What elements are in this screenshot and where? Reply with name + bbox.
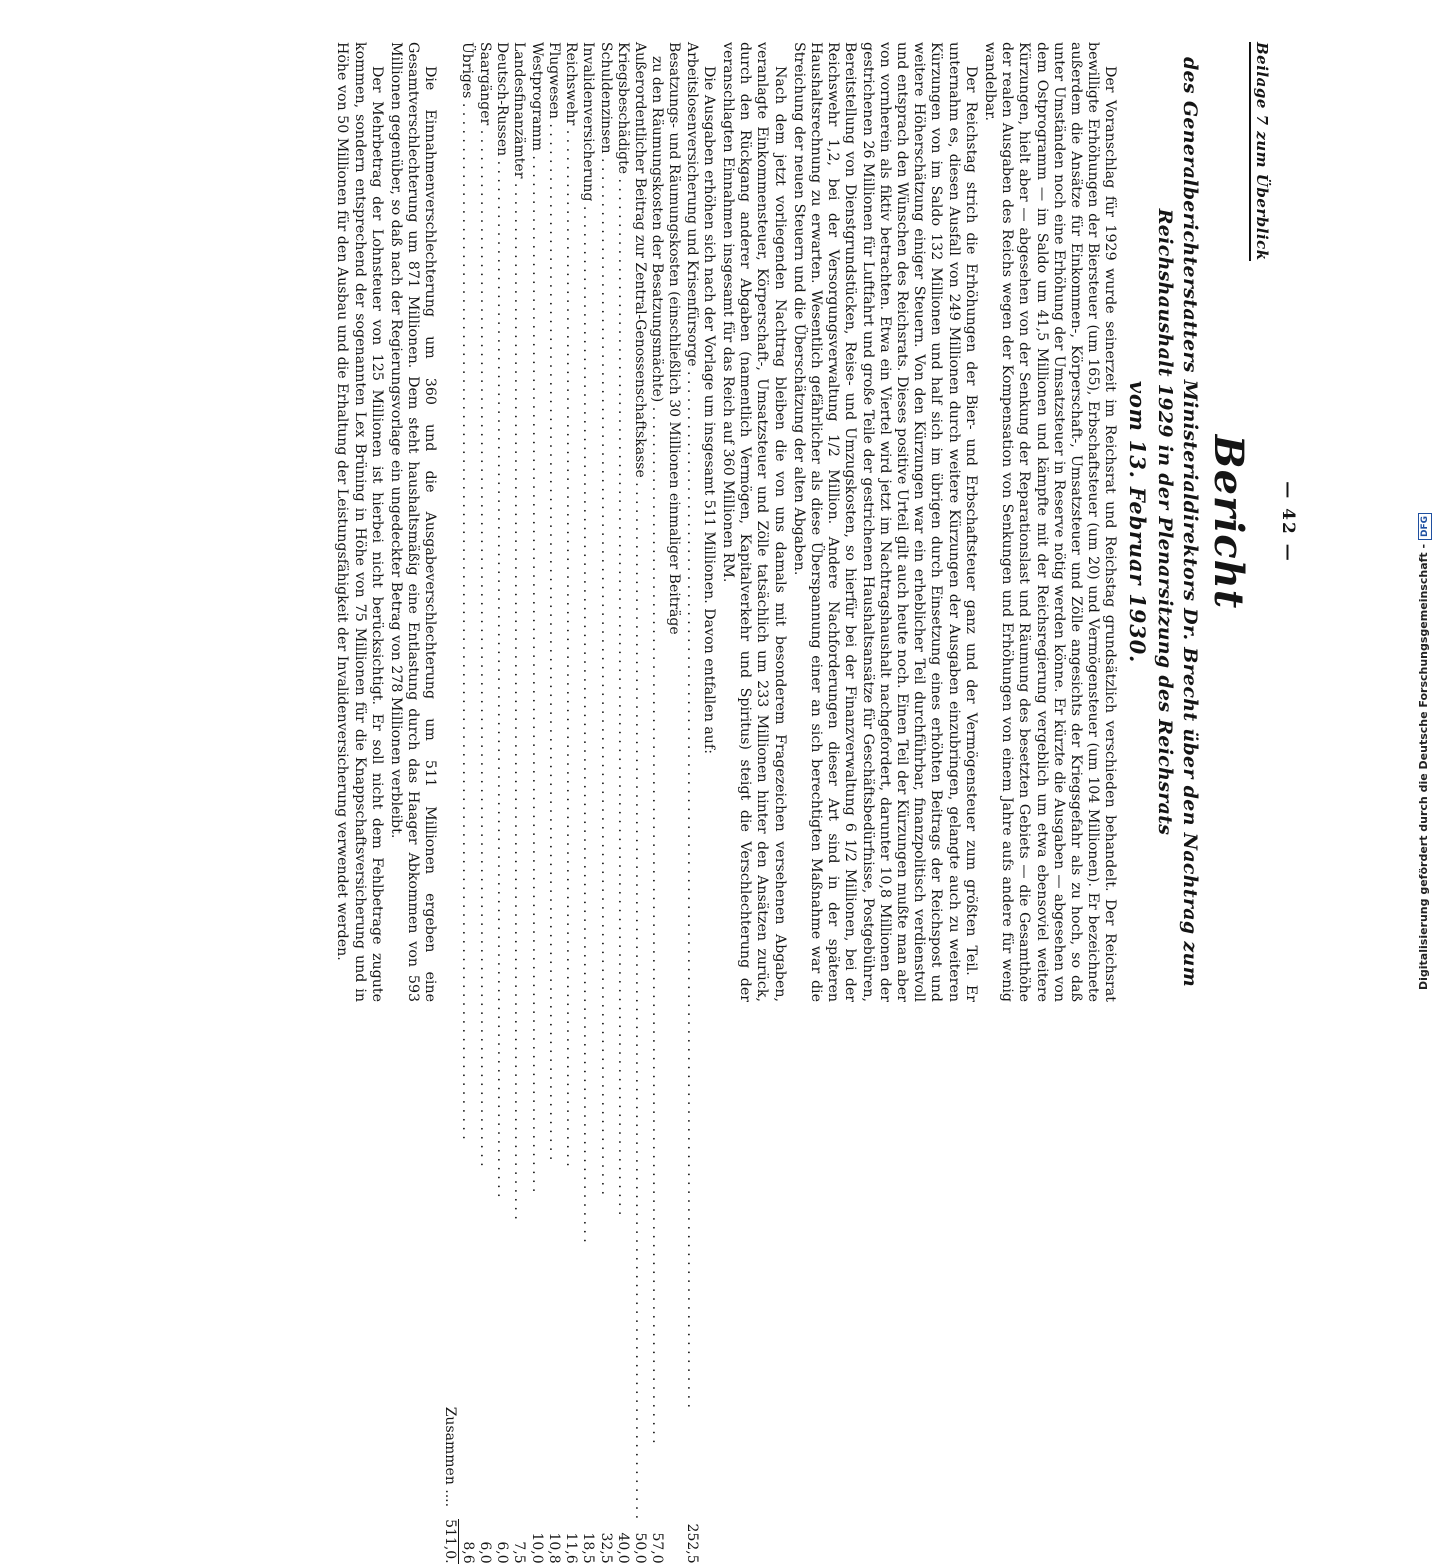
table-row xyxy=(545,42,562,1564)
row-label: Flugwesen xyxy=(545,42,562,119)
row-value: 57,0 xyxy=(649,1532,666,1564)
row-label: Reichswehr xyxy=(563,42,580,126)
table-row xyxy=(562,42,579,1564)
table-total-row xyxy=(440,42,458,1564)
table-row xyxy=(631,42,648,1564)
paragraph: Nach dem jetzt vorliegenden Nachtrag bleiben die von uns damals mit besonderem Fragezeichen versehenen Abgaben, veranlagte Einkommensteuer, Körperschaft-, Umsatzsteuer und Zölle tatsächlich um 233 Millionen hinter den Ansätzen zurück, durch den Rückgang anderer Abgaben (namentlich Vermögen, Kapitalverkehr und Spiritus) steigt die Verschlechterung der veranschlagten Einnahmen insgesamt für das Reich auf 360 Millionen RM. xyxy=(719,42,788,1002)
table-intro: Die Ausgaben erhöhen sich nach der Vorlage um insgesamt 511 Millionen. Davon entfallen auf: xyxy=(700,66,717,754)
digitization-sidebar xyxy=(1414,0,1434,1000)
supplement-label: Beilage 7 zum Überblick xyxy=(1249,42,1270,261)
table-row xyxy=(648,42,682,1564)
row-value: 50,0 xyxy=(631,1532,648,1564)
paragraph: Die Einnahmenverschlechterung um 360 und die Ausgabeverschlechterung um 511 Millionen ergeben eine Gesamtverschlechterung um 871 Millionen. Dem steht haushaltsmäßig eine Entlastung durch das Haager Abkommen von 593 Millionen gegenüber, so daß nach der Regierungsvorlage ein ungedeckter Betrag von 278 Millionen verbleibt. xyxy=(388,42,439,1002)
row-label: Schuldenzinsen xyxy=(597,42,614,154)
expenditure-table xyxy=(440,42,699,1564)
total-value: 511,0. xyxy=(441,1519,458,1564)
paragraph: Der Voranschlag für 1929 wurde seinerzeit im Reichsrat und Reichstag grundsätzlich verschieden behandelt. Der Reichsrat bewilligte Erhöhungen der Biersteuer (um 165), Erbschaftsteuer (um 20) und Vermögensteuer (um 104 Millionen). Er bezeichnete außerdem die Ansätze für Einkommen-, Körperschaft-, Umsatzsteuer und Zölle angesichts der Kriegsgefahr als zu hoch, so daß unter Umständen noch eine Erhöhung der Umsatzsteuer in Reserve nötig werden könne. Er kürzte die Ausgaben — abgesehen von dem Ostprogramm — im Saldo um 41,5 Millionen und kämpfte mit der Reichsregierung vergeblich um etwa ebensoviel weitere Kürzungen, hielt aber — abgesehen von der Senkung der Reparationslast und Räumung des besetzten Gebiets — die Gesamthöhe der realen Ausgaben des Reichs wegen der Kompensation von Senkungen und Erhöhungen von einem Jahre aufs andere für wenig wandelbar. xyxy=(981,42,1119,1002)
row-value: 32,5 xyxy=(597,1532,614,1564)
row-value: 252,5 xyxy=(683,1523,700,1564)
row-value: 11,6 xyxy=(563,1532,580,1564)
table-row xyxy=(510,42,527,1564)
row-value: 7,5 xyxy=(511,1541,528,1564)
table-row xyxy=(579,42,596,1564)
row-value: 8,6 xyxy=(459,1541,476,1564)
total-label: Zusammen .... xyxy=(441,1406,458,1508)
row-label: Landesfinanzämter xyxy=(511,42,528,179)
report-subtitle: des Generalberichterstatters Ministerialdirektors Dr. Brecht über den Nachtrag zum Reichshaushalt 1929 in der Plenarsitzung des Reichsrats xyxy=(1154,56,1201,988)
table-row xyxy=(493,42,510,1564)
row-value: 6,0 xyxy=(477,1541,494,1564)
row-label: Deutsch-Russen xyxy=(494,42,511,157)
table-row xyxy=(682,42,699,1564)
row-label: Übriges xyxy=(459,42,476,99)
row-value: 10,8 xyxy=(545,1532,562,1564)
page-content xyxy=(331,22,1300,1564)
report-date: vom 13. Februar 1930. xyxy=(1125,380,1150,664)
row-label: Kriegsbeschädigte xyxy=(614,42,631,175)
table-row xyxy=(614,42,631,1564)
row-value: 10,0 xyxy=(528,1532,545,1564)
row-label: Arbeitslosenversicherung und Krisenfürsorge xyxy=(683,42,700,367)
digitization-text: Digitalisierung gefördert durch die Deutsche Forschungsgemeinschaft - xyxy=(1417,543,1430,990)
document-page xyxy=(140,22,1300,1564)
table-row xyxy=(476,42,493,1564)
row-label-continuation: zu den Räumungskosten der Besatzungsmächte) xyxy=(649,56,666,403)
row-label: Besatzungs- und Räumungskosten (einschließlich 30 Millionen einmaliger Beiträge xyxy=(666,42,683,635)
row-value: 18,5 xyxy=(580,1532,597,1564)
row-value: 40,0 xyxy=(614,1532,631,1564)
row-label: Invalidenversicherung xyxy=(580,42,597,202)
report-title: Bericht xyxy=(1205,434,1252,610)
row-label: Westprogramm xyxy=(528,42,545,151)
row-label: Außerordentlicher Beitrag zur Zentral-Genossenschaftskasse xyxy=(631,42,648,478)
row-label: Saargänger xyxy=(477,42,494,126)
page-number: — 42 — xyxy=(1278,481,1298,563)
paragraph: Der Reichstag strich die Erhöhungen der Bier- und Erbschaftsteuer ganz und der Vermögensteuer zum größten Teil. Er unternahm es, diesen Ausfall von 249 Millionen durch weitere Kürzungen der Ausgaben einzubringen, gelangte auch zu weiteren Kürzungen von im Saldo 132 Millionen und half sich im übrigen durch Einsetzung eines erhöhten Beitrags der Reichspost und weitere Höherschätzung einiger Steuern. Von den Kürzungen war ein erheblicher Teil durchführbar, finanzpolitisch verdienstvoll und entsprach den Wünschen des Reichsrats. Dieses positive Urteil gilt auch heute noch. Einen Teil der Kürzungen mußte man aber von vornherein als fiktiv betrachten. Etwa ein Viertel wird jetzt im Nachtragshaushalt nachgefordert, darunter 10,8 Millionen der gestrichenen 26 Millionen für Luftfahrt und große Teile der gestrichenen Haushaltsansätze für Geschäftsbedürfnisse, Postgebühren, Bereitstellung von Dienstgrundstücken, Reise- und Umzugskosten, so hierfür bei der Finanzverwaltung 6 1/2 Millionen, bei der Reichswehr 1,2, bei der Versorgungsverwaltung 1/2 Million. Andere Nachforderungen dieser Art sind in der späteren Haushaltsrechnung zu erwarten. Wesentlich gefährlicher als diese Überspannung einer an sich berechtigten Maßnahme war die Streichung der neuen Steuern und die Überschätzung der alten Abgaben. xyxy=(790,42,979,1002)
row-value: 6,0 xyxy=(494,1541,511,1564)
table-row xyxy=(528,42,545,1564)
paragraph: Der Mehrbetrag der Lohnsteuer von 125 Millionen ist hierbei nicht berücksichtigt. Er soll nicht dem Fehlbetrage zugute kommen, sondern entsprechend der sogenannten Lex Brüning in Höhe von 75 Millionen für die Knappschaftsversicherung und in Höhe von 50 Millionen für den Ausbau und die Erhaltung der Leistungsfähigkeit der Invalidenversicherung verwendet werden. xyxy=(334,42,385,1002)
digitization-note xyxy=(1417,513,1432,990)
table-row xyxy=(458,42,476,1564)
table-row xyxy=(596,42,613,1564)
dfg-logo: DFG xyxy=(1418,513,1432,540)
